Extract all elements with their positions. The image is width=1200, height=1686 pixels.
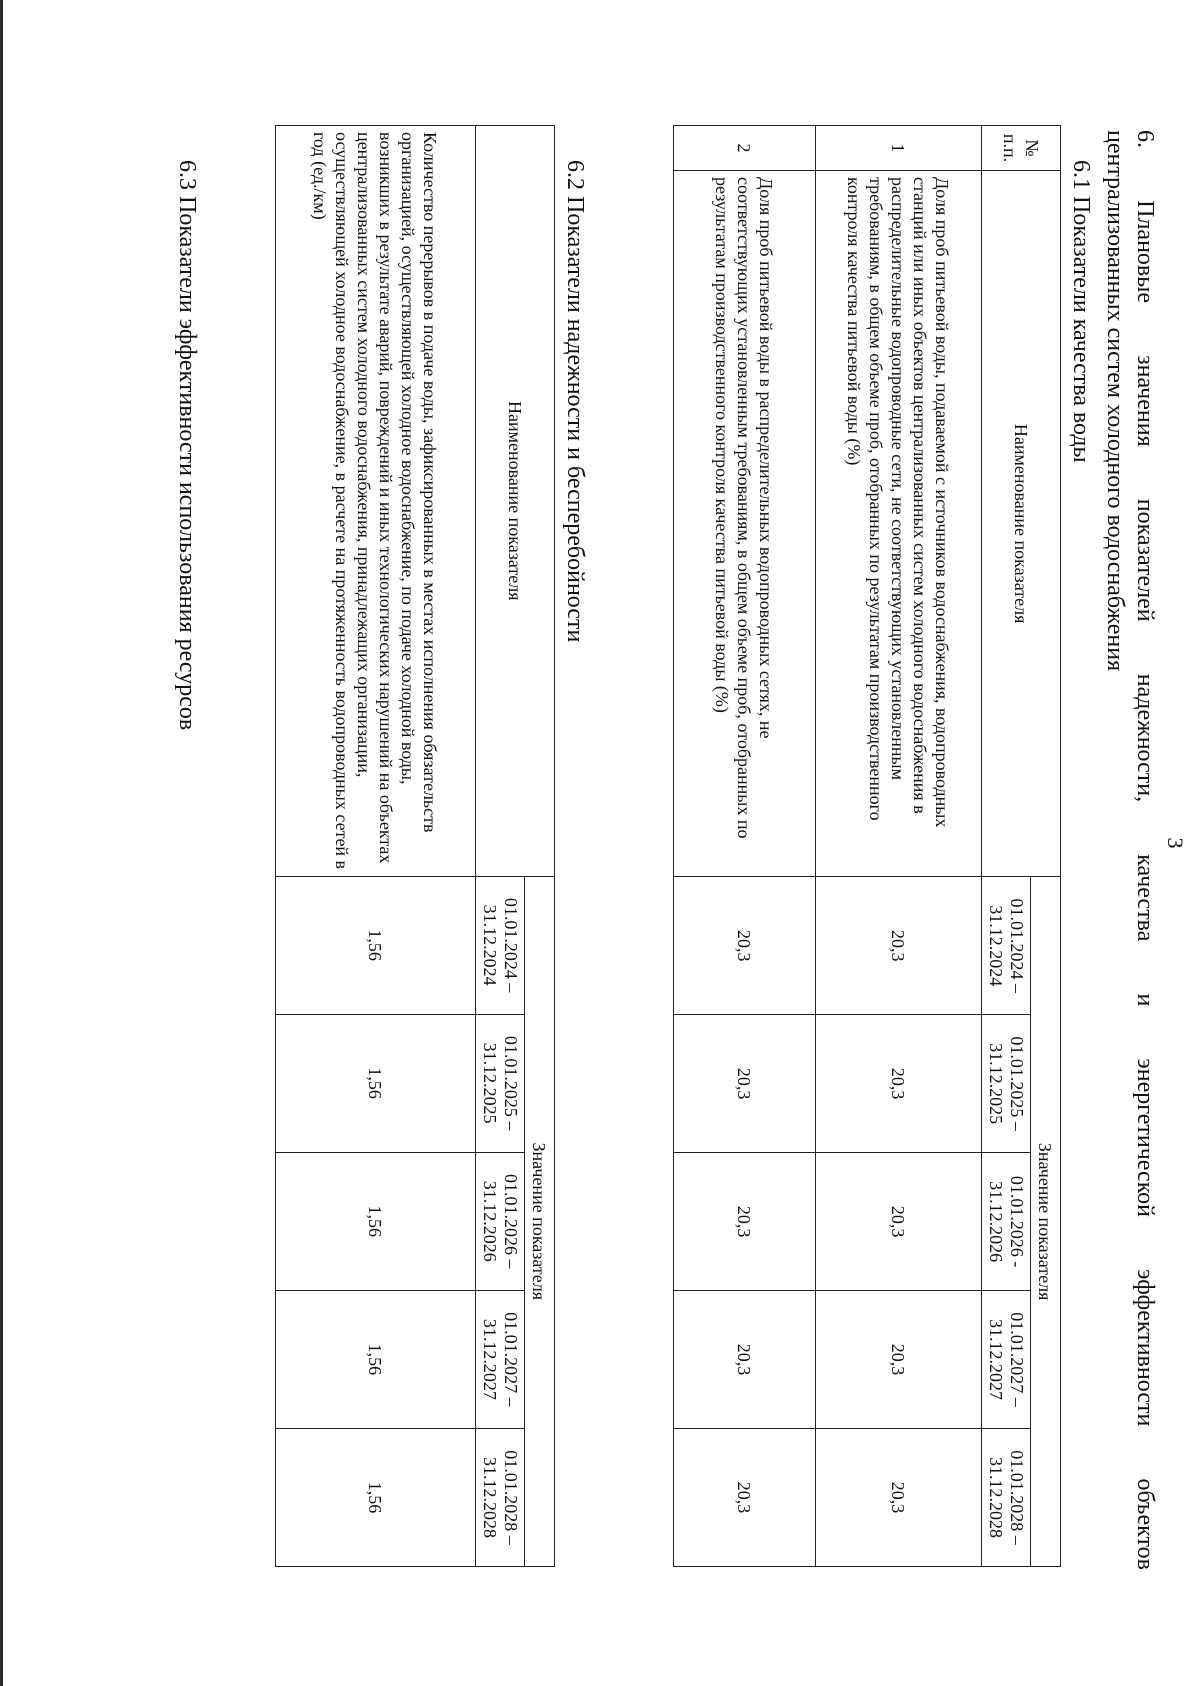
header-period: 01.01.2028 – 31.12.2028	[982, 1429, 1031, 1567]
row-value: 1,56	[276, 1290, 476, 1428]
row-value: 1,56	[276, 1152, 476, 1290]
heading-word: эффективности	[1132, 1269, 1158, 1427]
section-6-heading	[1100, 130, 1160, 1570]
header-period: 01.01.2025 – 31.12.2025	[982, 1015, 1031, 1153]
heading-word: объектов	[1132, 1478, 1158, 1570]
row-value: 20,3	[816, 1429, 982, 1567]
header-name: Наименование показателя	[476, 126, 555, 877]
section-6-3-title: 6.3 Показатели эффективности использования ресурсов	[174, 160, 200, 731]
row-name: Доля проб питьевой воды, подаваемой с источников водоснабжения, водопроводных станций или иных объектов централизованных систем холодного водоснабжения в распределительные водопроводные сети, не соответствующих установленным требованиям, в общем объеме проб, отобранных по результатам производственного контроля качества питьевой воды (%)	[816, 170, 982, 876]
heading-word: 6.	[1132, 130, 1158, 148]
header-period: 01.01.2025 – 31.12.2025	[476, 1014, 525, 1152]
table-row	[816, 126, 982, 1567]
row-name: Доля проб питьевой воды в распределительных водопроводных сетях, не соответствующих установленным требованиям, в общем объеме проб, отобранных по результатам производственного контроля качества питьевой воды (%)	[674, 170, 816, 876]
row-num: 2	[674, 126, 816, 171]
row-value: 1,56	[276, 1014, 476, 1152]
section-6-1-title: 6.1 Показатели качества воды	[1068, 160, 1094, 463]
row-value: 20,3	[674, 1291, 816, 1429]
row-value: 1,56	[276, 1428, 476, 1566]
heading-line-1	[1130, 130, 1160, 1570]
heading-word: значения	[1132, 355, 1158, 447]
header-period: 01.01.2024 – 31.12.2024	[982, 877, 1031, 1015]
row-value: 20,3	[674, 1153, 816, 1291]
row-name: Количество перерывов в подаче воды, зафиксированных в местах исполнения обязательств организацией, осуществляющей холодное водоснабжение, по подаче холодной воды, возникших в результате аварий, повреждений и иных технологических нарушений на объектах централизованных систем холодного водоснабжения, принадлежащих организации, осуществляющей холодное водоснабжение, в расчете на протяженность водопроводных сетей в год (ед./км)	[276, 126, 476, 877]
row-num: 1	[816, 126, 982, 171]
heading-word: и	[1132, 993, 1158, 1007]
page-number: 3	[1163, 837, 1188, 849]
header-value-group: Значение показателя	[525, 876, 555, 1566]
section-6-2-title: 6.2 Показатели надежности и бесперебойности	[562, 160, 588, 643]
row-value: 20,3	[674, 1429, 816, 1567]
table-row	[276, 126, 476, 1567]
row-value: 20,3	[816, 877, 982, 1015]
heading-word: Плановые	[1132, 200, 1158, 304]
water-quality-table	[673, 125, 1061, 1567]
row-value: 20,3	[674, 1015, 816, 1153]
heading-word: качества	[1132, 854, 1158, 942]
header-name: Наименование показателя	[982, 170, 1061, 876]
header-num: № п.п.	[982, 126, 1061, 171]
row-value: 20,3	[816, 1291, 982, 1429]
row-value: 20,3	[816, 1015, 982, 1153]
heading-word: энергетической	[1132, 1058, 1158, 1217]
row-value: 20,3	[816, 1153, 982, 1291]
header-value-group: Значение показателя	[1031, 877, 1061, 1567]
row-value: 1,56	[276, 876, 476, 1014]
header-period: 01.01.2027 – 31.12.2027	[982, 1291, 1031, 1429]
row-value: 20,3	[674, 877, 816, 1015]
reliability-table	[275, 125, 555, 1567]
heading-line-2: централизованных систем холодного водоснабжения	[1102, 130, 1128, 672]
table-row	[674, 126, 816, 1567]
header-period: 01.01.2026 - 31.12.2026	[982, 1153, 1031, 1291]
header-period: 01.01.2027 – 31.12.2027	[476, 1290, 525, 1428]
heading-word: надежности,	[1132, 673, 1158, 803]
heading-word: показателей	[1132, 498, 1158, 622]
header-period: 01.01.2028 – 31.12.2028	[476, 1428, 525, 1566]
header-period: 01.01.2024 – 31.12.2024	[476, 876, 525, 1014]
header-period: 01.01.2026 – 31.12.2026	[476, 1152, 525, 1290]
